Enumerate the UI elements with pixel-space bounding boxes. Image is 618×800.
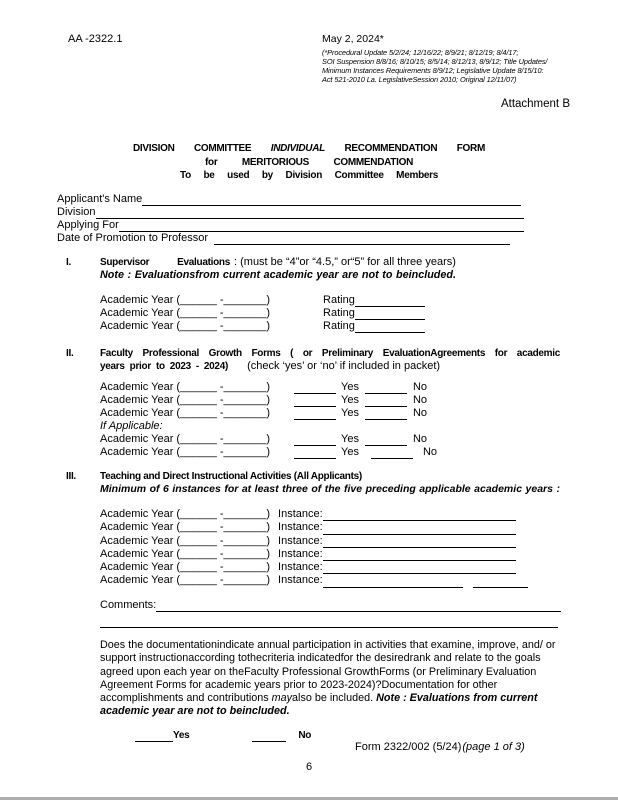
yes-label: Yes [173, 730, 190, 741]
blank-line [365, 394, 407, 407]
academic-year-blank: Academic Year (______ -_______) [100, 320, 271, 332]
question-text: Does the documentationindicate annual participation in activities that examine, improve, and/ or support instructionaccording tothecriteria indicatedfor the desiredrank and relate to the goals agreed upon each year on theFaculty Professional GrowthForms (or Preliminary Evaluation Agreement Forms for academic years prior to 2023-2024)?Documentation for other accomplishments and contributions [100, 639, 556, 705]
question-emphasis: may [271, 692, 293, 705]
revision-line: Minimum Instances Requirements 8/9/12; Legislative Update 8/15/10: [322, 66, 544, 76]
blank-line [214, 232, 510, 245]
section-2-heading-line2-rest: (check ‘yes’ or ‘no’ if included in packet) [247, 360, 441, 372]
blank-line [365, 381, 407, 394]
academic-year-blank: Academic Year (______ -_______) [100, 294, 271, 306]
answer-row [135, 729, 311, 742]
footer-page-of: (page 1 of 3) [462, 741, 525, 753]
yes-no-row [100, 394, 437, 407]
applicant-fields [57, 193, 561, 245]
comments-blank-line2 [100, 614, 558, 628]
no-label: No [412, 433, 428, 445]
blank-line [323, 548, 516, 561]
comments-label: Comments: [100, 599, 157, 611]
revision-line: (*Procedural Update 5/2/24; 12/16/22; 8/9/21; 8/12/19; 8/4/17; [322, 48, 519, 57]
blank-line [135, 729, 173, 742]
section-1-heading-detail: : (must be “4”or “4.5,” or“5” for all three years) [234, 256, 456, 268]
field-label: Applying For [57, 219, 119, 231]
instance-label: Instance: [278, 547, 323, 560]
section-numeral: III. [66, 471, 76, 482]
blank-line [323, 521, 516, 534]
rating-label: Rating [323, 307, 355, 319]
instance-row [100, 574, 528, 587]
blank-line [355, 307, 425, 320]
footer-form-id [355, 741, 525, 754]
rating-row [100, 294, 425, 307]
section-numeral: I. [66, 257, 71, 268]
academic-year-blank: Academic Year (______ -_______) [100, 394, 271, 406]
header-date: May 2, 2024* [322, 33, 384, 45]
blank-line [371, 446, 413, 459]
section-3-note: Minimum of 6 instances for at least three of the five preceding applicable academic years : [100, 483, 560, 495]
no-label: No [412, 381, 428, 393]
form-title-line1 [133, 142, 485, 156]
blank-line [323, 535, 516, 548]
title-part: DIVISION COMMITTEE [133, 143, 252, 154]
blank-line [294, 394, 336, 407]
yes-label: Yes [341, 407, 359, 419]
yes-label: Yes [341, 433, 359, 445]
yes-label: Yes [341, 446, 359, 458]
academic-year-blank: Academic Year (______ -_______) [100, 534, 271, 547]
blank-line [96, 206, 524, 219]
revision-history [322, 48, 547, 84]
yes-no-row [100, 433, 437, 446]
academic-year-blank: Academic Year (______ -_______) [100, 407, 271, 419]
header-date-block [322, 33, 547, 84]
no-label: No [412, 394, 428, 406]
section-3-heading: Teaching and Direct Instructional Activities (All Applicants) [100, 471, 362, 482]
section-2-heading-line2-bold: years prior to 2023 - 2024) [100, 361, 228, 372]
yes-no-row [100, 446, 437, 459]
comments-field [100, 599, 561, 612]
academic-year-blank: Academic Year (______ -_______) [100, 547, 271, 560]
form-code: AA -2322.1 [68, 33, 123, 45]
yes-label: Yes [341, 394, 359, 406]
field-label: Division [57, 206, 96, 218]
if-applicable-label: If Applicable: [100, 420, 163, 432]
no-label: No [422, 446, 438, 458]
academic-year-blank: Academic Year (______ -_______) [100, 381, 271, 393]
blank-line [365, 407, 407, 420]
blank-line [323, 561, 516, 574]
blank-line [294, 381, 336, 394]
blank-line [294, 433, 336, 446]
no-label: No [298, 730, 312, 741]
section-3-rows [100, 508, 528, 588]
section-1-header [66, 256, 566, 282]
field-applicant-name [57, 193, 561, 206]
section-1-heading: Supervisor Evaluations [100, 257, 230, 268]
blank-line [323, 508, 516, 521]
academic-year-blank: Academic Year (______ -_______) [100, 561, 271, 574]
blank-line [294, 446, 336, 459]
section-2-header [66, 347, 566, 373]
instance-row [100, 548, 528, 561]
field-label: Applicant's Name [57, 193, 143, 205]
form-title-line2: for MERITORIOUS COMMENDATION [205, 156, 413, 168]
instance-label: Instance: [278, 561, 323, 574]
section-1-rows [100, 294, 425, 333]
blank-line [119, 219, 524, 232]
revision-line: Act 521-2010 La. LegislativeSession 2010; Original 12/11/07) [322, 75, 517, 85]
instance-row [100, 535, 528, 548]
rating-row [100, 307, 425, 320]
title-individual: INDIVIDUAL [270, 143, 325, 154]
field-promotion-date [57, 232, 561, 245]
question-note: Note : Evaluations from current academic year are not to beincluded. [100, 692, 538, 718]
yes-no-row [100, 381, 437, 394]
attachment-label: Attachment B [500, 98, 570, 110]
academic-year-blank: Academic Year (______ -_______) [100, 574, 271, 587]
section-3-header [66, 470, 566, 496]
section-1-note: Note : Evaluationsfrom current academic year are not to beincluded. [100, 269, 456, 281]
section-2-rows [100, 381, 437, 459]
academic-year-blank: Academic Year (______ -_______) [100, 433, 271, 445]
page-number: 6 [305, 761, 313, 773]
instance-row [100, 508, 528, 521]
instance-label: Instance: [278, 534, 323, 547]
question-text: also be included. [292, 692, 377, 705]
form-title [57, 142, 561, 183]
field-label: Date of Promotion to Professor [57, 232, 212, 244]
field-division [57, 206, 561, 219]
academic-year-blank: Academic Year (______ -_______) [100, 307, 271, 319]
instance-row [100, 521, 528, 534]
rating-label: Rating [323, 320, 355, 332]
instance-label: Instance: [278, 521, 323, 534]
section-2-heading-line1: Faculty Professional Growth Forms ( or Preliminary EvaluationAgreements for academic [100, 348, 560, 359]
blank-line [355, 294, 425, 307]
academic-year-blank: Academic Year (______ -_______) [100, 508, 271, 520]
blank-line [355, 320, 425, 333]
academic-year-blank: Academic Year (______ -_______) [100, 446, 271, 458]
blank-line [156, 599, 561, 612]
instance-label: Instance: [278, 508, 323, 520]
blank-line [365, 433, 407, 446]
question-paragraph [100, 639, 568, 719]
no-label: No [412, 407, 428, 419]
rating-label: Rating [323, 294, 355, 306]
rating-row [100, 320, 425, 333]
field-applying-for [57, 219, 561, 232]
title-part: RECOMMENDATION FORM [344, 143, 485, 154]
yes-label: Yes [341, 381, 359, 393]
section-numeral: II. [66, 348, 74, 359]
form-title-line3: To be used by Division Committee Members [180, 170, 438, 181]
instance-row [100, 561, 528, 574]
blank-line [142, 193, 521, 206]
blank-line [323, 574, 463, 587]
academic-year-blank: Academic Year (______ -_______) [100, 521, 271, 534]
blank-line [473, 574, 528, 587]
footer-form-number: Form 2322/002 (5/24) [355, 741, 462, 753]
blank-line [252, 729, 286, 742]
yes-no-row [100, 407, 437, 420]
blank-line [294, 407, 336, 420]
revision-line: SOI Suspension 8/8/16; 8/10/15; 8/5/14; 8/12/13, 8/9/12; Title Updates/ [322, 57, 548, 67]
instance-label: Instance: [278, 574, 323, 587]
